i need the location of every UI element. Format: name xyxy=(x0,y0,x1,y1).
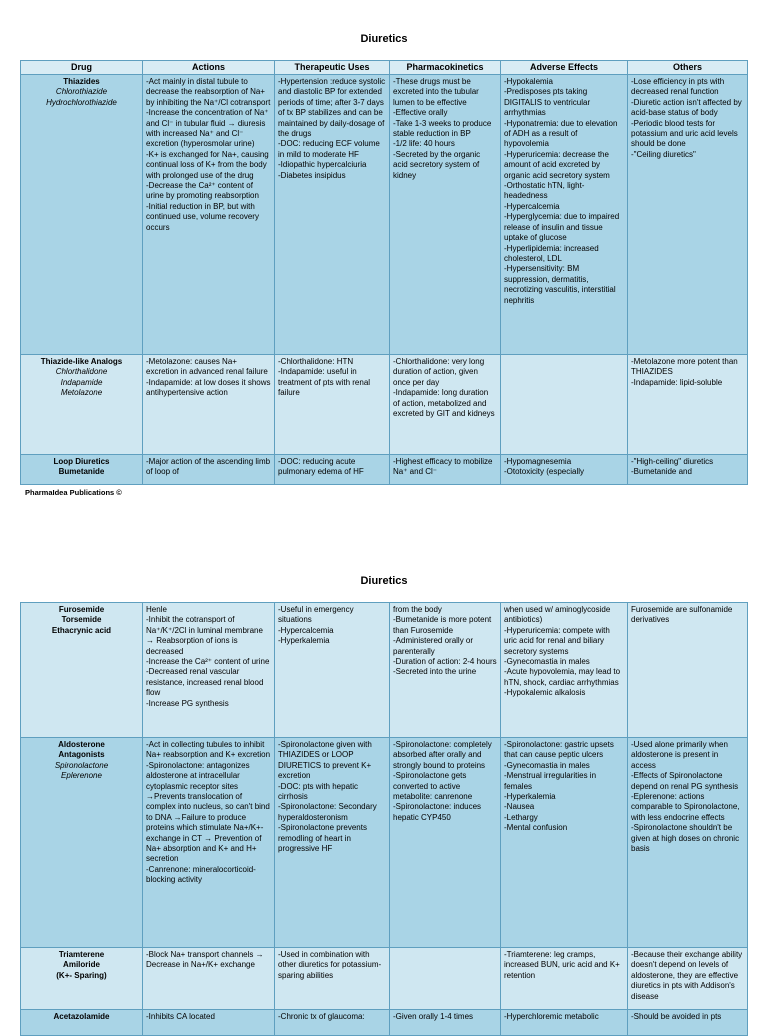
cell-actions xyxy=(143,455,275,485)
actions-line: -Canrenone: mineralocorticoid- blocking activity xyxy=(146,864,256,885)
actions-line: -Major action of the ascending limb of loop of xyxy=(146,457,271,477)
others-line: -Indapamide: lipid-soluble xyxy=(631,377,723,387)
adverse-line: -Hyperglycemia: due to impaired release of insulin and tissue uptake of glucose xyxy=(504,212,620,243)
cell-uses xyxy=(275,948,390,1010)
others-line: -Effects of Spironolactone depend on renal PG synthesis xyxy=(631,771,739,791)
uses-line: -Hypercalcemia xyxy=(278,625,334,635)
cell-adverse xyxy=(501,355,628,455)
actions-line: -Decreased renal vascular resistance, increased renal blood flow xyxy=(146,667,264,698)
cell-drug xyxy=(21,738,143,948)
others-line: -Bumetanide and xyxy=(631,467,692,477)
col-header-adverse: Adverse Effects xyxy=(501,61,628,75)
drug-example: Eplerenone xyxy=(61,771,102,781)
table-row xyxy=(21,355,748,455)
uses-line: -DOC: reducing acute pulmonary edema of HF xyxy=(278,457,364,477)
cell-drug xyxy=(21,355,143,455)
actions-line: -Act in collecting tubules to inhibit Na+ reabsorption and K+ excretion xyxy=(146,740,271,760)
drug-example: Hydrochlorothiazide xyxy=(46,97,117,107)
cell-pk xyxy=(390,455,501,485)
actions-line: -Indapamide: at low doses it shows antihypertensive action xyxy=(146,377,271,398)
actions-line: -Act mainly in distal tubule to decrease the reabsorption of Na+ by inhibiting the Na⁺/Cl cotransport xyxy=(146,77,271,107)
adverse-line: -Hypomagnesemia xyxy=(504,457,572,466)
cell-others xyxy=(628,455,748,485)
cell-uses xyxy=(275,738,390,948)
pk-line: -Secreted by the organic acid secretory system of kidney xyxy=(393,149,481,180)
cell-uses xyxy=(275,355,390,455)
table-row xyxy=(21,455,748,485)
cell-uses xyxy=(275,75,390,355)
cell-others xyxy=(628,738,748,948)
adverse-line: -Menstrual irregularities in females xyxy=(504,771,597,791)
adverse-line: -Nausea xyxy=(504,802,535,812)
cell-uses xyxy=(275,455,390,485)
others-line: -Eplerenone: actions comparable to Spironolactone, with less endocrine effects xyxy=(631,792,740,822)
cell-drug xyxy=(21,75,143,355)
uses-line: -Chronic tx of glaucoma: xyxy=(278,1012,365,1021)
cell-adverse xyxy=(501,75,628,355)
adverse-line: -Ototoxicity (especially xyxy=(504,467,585,477)
drug-example: Chlorothiazide xyxy=(55,87,108,97)
cell-actions xyxy=(143,603,275,738)
adverse-line: -Spironolactone: gastric upsets that can cause peptic ulcers xyxy=(504,740,614,760)
actions-line: -Increase the Ca²⁺ content of urine xyxy=(146,657,270,667)
cell-adverse xyxy=(501,603,628,738)
others-line: -Used alone primarily when aldosterone is present in access xyxy=(631,740,728,770)
adverse-line: -Predisposes pts taking DIGITALIS to ventricular arrhythmias xyxy=(504,87,591,118)
col-header-pharmacokinetics: Pharmacokinetics xyxy=(390,61,501,75)
cell-pk xyxy=(390,75,501,355)
adverse-line: -Hyperlipidemia: increased cholesterol, LDL xyxy=(504,243,599,263)
uses-line: -Indapamide: useful in treatment of pts with renal failure xyxy=(278,367,371,398)
cell-others xyxy=(628,948,748,1010)
cell-others xyxy=(628,1010,748,1036)
adverse-line: -Hypercalcemia xyxy=(504,201,560,211)
cell-pk xyxy=(390,1010,501,1036)
uses-line: -Spironolactone given with THIAZIDES or LOOP DIURETICS to prevent K+ excretion xyxy=(278,740,372,781)
page1-title: Diuretics xyxy=(360,33,408,45)
col-header-drug: Drug xyxy=(21,61,143,75)
cell-actions xyxy=(143,738,275,948)
drug-name: Acetazolamide xyxy=(53,1012,110,1021)
col-header-uses: Therapeutic Uses xyxy=(275,61,390,75)
table-row xyxy=(21,738,748,948)
drug-name: Aldosterone xyxy=(58,740,105,749)
others-line: Furosemide are sulfonamide derivatives xyxy=(631,605,733,625)
others-line: -Periodic blood tests for potassium and uric acid levels should be done xyxy=(631,118,738,149)
actions-line: -Inhibits CA located xyxy=(146,1012,215,1021)
others-line: -Lose efficiency in pts with decreased renal function xyxy=(631,77,725,97)
others-line: -"Ceiling diuretics" xyxy=(631,149,696,159)
adverse-line: -Hyperuricemia: compete with uric acid for renal and biliary secretory systems xyxy=(504,625,610,656)
actions-line: -Metolazone: causes Na+ excretion in advanced renal failure xyxy=(146,357,268,377)
adverse-line: -Hypersensitivity: BM suppression, dermatitis, necrotizing vasculitis, interstitial nephritis xyxy=(504,264,616,305)
cell-others xyxy=(628,75,748,355)
cell-drug xyxy=(21,603,143,738)
drug-example: Metolazone xyxy=(60,388,103,398)
cell-others xyxy=(628,603,748,738)
actions-line: -K+ is exchanged for Na+, causing continual loss of K+ from the body with prolonged use of the drug xyxy=(146,149,269,180)
pk-line: -Administered orally or parenterally xyxy=(393,636,474,656)
adverse-line: -Acute hypovolemia, may lead to hTN, shock, cardiac arrhythmias xyxy=(504,667,621,687)
others-line: -Spironolactone shouldn't be given at high doses on chronic basis xyxy=(631,823,740,854)
pk-line: -1/2 life: 40 hours xyxy=(393,139,455,149)
actions-line: -Decrease the Ca²⁺ content of urine by promoting reabsorption xyxy=(146,181,259,201)
cell-adverse xyxy=(501,948,628,1010)
cell-uses xyxy=(275,1010,390,1036)
uses-line: -Hyperkalemia xyxy=(278,636,330,646)
drug-example: Chlorthalidone xyxy=(55,367,108,377)
drug-name: Thiazides xyxy=(63,77,100,86)
pk-line: -Highest efficacy to mobilize Na⁺ and Cl⁻ xyxy=(393,457,493,477)
cell-adverse xyxy=(501,738,628,948)
uses-line: -DOC: reducing ECF volume in mild to moderate HF xyxy=(278,139,380,159)
uses-line: -DOC: pts with hepatic cirrhosis xyxy=(278,781,359,802)
table-header-row xyxy=(21,61,748,75)
uses-line: -Idiopathic hypercalciuria xyxy=(278,160,367,170)
pk-line: -Given orally 1-4 times xyxy=(393,1012,474,1021)
others-line: -"High-ceiling" diuretics xyxy=(631,457,714,466)
pk-line: -Spironolactone gets converted to active metabolite: canrenone xyxy=(393,771,473,802)
uses-line: -Diabetes insipidus xyxy=(278,170,346,180)
drug-example: Indapamide xyxy=(60,377,103,387)
actions-line: -Inhibit the cotransport of Na⁺/K⁺/2Cl in luminal membrane → Reabsorption of ions is decreased xyxy=(146,615,263,656)
col-header-actions: Actions xyxy=(143,61,275,75)
actions-line: -Block Na+ transport channels → Decrease in Na+/K+ exchange xyxy=(146,950,264,970)
cell-drug xyxy=(21,455,143,485)
table-row xyxy=(21,603,748,738)
page2-title: Diuretics xyxy=(360,575,408,587)
cell-pk xyxy=(390,738,501,948)
adverse-line: -Triamterene: leg cramps, increased BUN, uric acid and K+ retention xyxy=(504,950,620,980)
others-line: -Because their exchange ability doesn't depend on levels of aldosterone, they are effective diuretics in pts with Addison's disease xyxy=(631,950,743,1001)
pk-line: -Spironolactone: induces hepatic CYP450 xyxy=(393,802,482,822)
cell-pk xyxy=(390,603,501,738)
drug-name: Antagonists xyxy=(58,750,105,760)
pk-line: -Bumetanide is more potent than Furosemide xyxy=(393,615,492,635)
adverse-line: -Orthostatic hTN, light-headedness xyxy=(504,181,585,201)
actions-line: Henle xyxy=(146,605,167,614)
adverse-line: -Hypokalemic alkalosis xyxy=(504,688,586,698)
drug-name: Triamterene xyxy=(58,950,105,959)
uses-line: -Chlorthalidone: HTN xyxy=(278,357,354,366)
page2-table xyxy=(20,602,748,1036)
pk-line: from the body xyxy=(393,605,442,614)
uses-line: -Spironolactone prevents remodling of heart in progressive HF xyxy=(278,823,367,854)
cell-pk xyxy=(390,948,501,1010)
pk-line: -Duration of action: 2-4 hours xyxy=(393,657,497,667)
uses-line: -Useful in emergency situations xyxy=(278,605,354,625)
cell-actions xyxy=(143,355,275,455)
uses-line: -Hypertension :reduce systolic and diastolic BP for extended periods of time; after 3-7 days of tx BP stabilizes and can be maintained by daily-dosage of the drugs xyxy=(278,77,386,139)
adverse-line: -Hyperchloremic metabolic xyxy=(504,1012,599,1021)
others-line: -Diuretic action isn't affected by acid-base status of body xyxy=(631,97,742,118)
pk-line: -Secreted into the urine xyxy=(393,667,477,677)
drug-name: Loop Diuretics xyxy=(53,457,110,466)
drug-name: Thiazide-like Analogs xyxy=(40,357,123,366)
actions-line: -Spironolactone: antagonizes aldosterone at intracellular cytoplasmic receptor sites →Prevents translocation of complex into nucleus, so can't bind to DNA →Failure to produce proteins which stimulate Na+/K+-exchange in CT → Prevention of Na+ absorption and K+ and H+ secretion xyxy=(146,760,270,864)
pk-line: -Chlorthalidone: very long duration of action, given once per day xyxy=(393,357,485,387)
drug-name: (K+- Sparing) xyxy=(56,970,107,980)
adverse-line: -Hypokalemia xyxy=(504,77,553,86)
drug-name: Amiloride xyxy=(63,960,100,970)
adverse-line: -Hyponatremia: due to elevation of ADH as a result of hypovolemia xyxy=(504,118,618,149)
cell-adverse xyxy=(501,455,628,485)
others-line: -Metolazone more potent than THIAZIDES xyxy=(631,357,738,377)
cell-actions xyxy=(143,1010,275,1036)
pk-line: -These drugs must be excreted into the tubular lumen to be effective xyxy=(393,77,479,107)
pk-line: -Effective orally xyxy=(393,108,448,118)
cell-drug xyxy=(21,1010,143,1036)
cell-adverse xyxy=(501,1010,628,1036)
cell-actions xyxy=(143,75,275,355)
table-row xyxy=(21,75,748,355)
cell-actions xyxy=(143,948,275,1010)
uses-line: -Used in combination with other diuretics for potassium-sparing abilities xyxy=(278,950,382,980)
uses-line: -Spironolactone: Secondary hyperaldosteronism xyxy=(278,802,377,822)
others-line: -Should be avoided in pts xyxy=(631,1012,722,1021)
cell-uses xyxy=(275,603,390,738)
drug-name: Ethacrynic acid xyxy=(51,625,112,635)
publisher-footer: PharmaIdea Publications © xyxy=(25,488,122,497)
adverse-line: -Hyperkalemia xyxy=(504,792,556,802)
adverse-line: -Lethargy xyxy=(504,812,538,822)
cell-others xyxy=(628,355,748,455)
cell-pk xyxy=(390,355,501,455)
actions-line: -Increase the concentration of Na⁺ and Cl⁻ in tubular fluid → diuresis with increased Na⁺ and Cl⁻ excretion (hyperosmolar urine) xyxy=(146,108,269,149)
drug-example: Spironolactone xyxy=(54,760,109,770)
pk-line: -Spironolactone: completely absorbed after orally and strongly bound to proteins xyxy=(393,740,492,770)
pk-line: -Take 1-3 weeks to produce stable reduction in BP xyxy=(393,118,492,139)
adverse-line: when used w/ aminoglycoside antibiotics) xyxy=(504,605,611,625)
table-row xyxy=(21,1010,748,1036)
adverse-line: -Mental confusion xyxy=(504,823,568,833)
drug-name: Torsemide xyxy=(61,615,102,625)
adverse-line: -Gynecomastia in males xyxy=(504,657,590,667)
adverse-line: -Gynecomastia in males xyxy=(504,760,590,770)
page1-table xyxy=(20,60,748,485)
col-header-others: Others xyxy=(628,61,748,75)
adverse-line: -Hyperuricemia: decrease the amount of acid excreted by organic acid secretory system xyxy=(504,149,610,180)
drug-name: Bumetanide xyxy=(58,467,105,477)
actions-line: -Increase PG synthesis xyxy=(146,698,229,708)
actions-line: -Initial reduction in BP, but with continued use, volume recovery occurs xyxy=(146,201,259,232)
pk-line: -Indapamide: long duration of action, metabolized and excreted by GIT and kidneys xyxy=(393,388,495,419)
table-row xyxy=(21,948,748,1010)
drug-name: Furosemide xyxy=(58,605,105,614)
cell-drug xyxy=(21,948,143,1010)
